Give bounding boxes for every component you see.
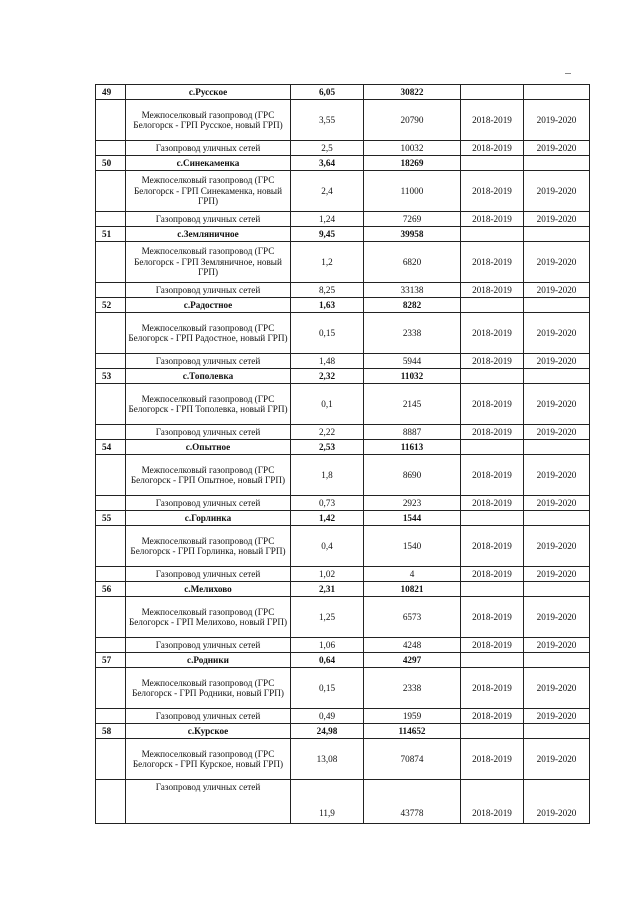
empty-number-cell <box>96 496 126 511</box>
design-period-cell: 2018-2019 <box>461 780 524 824</box>
design-period-cell: 2018-2019 <box>461 526 524 567</box>
design-period-cell: 2018-2019 <box>461 425 524 440</box>
design-period-cell: 2018-2019 <box>461 739 524 780</box>
street-network-length-cell: 1,48 <box>291 354 364 369</box>
empty-cell <box>461 298 524 313</box>
empty-number-cell <box>96 709 126 724</box>
street-network-cost-cell: 4 <box>364 567 461 582</box>
pipeline-cost-cell: 20790 <box>364 100 461 141</box>
inter-settlement-pipeline-row <box>96 597 590 638</box>
pipeline-cost-cell: 2338 <box>364 313 461 354</box>
row-number-cell: 56 <box>96 582 126 597</box>
row-number-cell: 50 <box>96 156 126 171</box>
total-cost-cell: 114652 <box>364 724 461 739</box>
pipeline-name-cell: Межпоселковый газопровод (ГРС Белогорск - ГРП Русское, новый ГРП) <box>126 100 291 141</box>
street-network-name-cell: Газопровод уличных сетей <box>126 709 291 724</box>
design-period-cell: 2018-2019 <box>461 212 524 227</box>
settlement-row <box>96 156 590 171</box>
empty-number-cell <box>96 212 126 227</box>
empty-cell <box>461 582 524 597</box>
street-network-row <box>96 283 590 298</box>
total-cost-cell: 1544 <box>364 511 461 526</box>
empty-number-cell <box>96 283 126 298</box>
pipeline-name-cell: Межпоселковый газопровод (ГРС Белогорск - ГРП Мелихово, новый ГРП) <box>126 597 291 638</box>
empty-number-cell <box>96 567 126 582</box>
settlement-name-cell: с.Русское <box>126 85 291 100</box>
table-body <box>96 85 590 824</box>
empty-cell <box>524 653 590 668</box>
empty-cell <box>524 440 590 455</box>
total-length-cell: 1,42 <box>291 511 364 526</box>
pipeline-name-cell: Межпоселковый газопровод (ГРС Белогорск - ГРП Родники, новый ГРП) <box>126 668 291 709</box>
design-period-cell: 2018-2019 <box>461 171 524 212</box>
construction-period-cell: 2019-2020 <box>524 242 590 283</box>
settlement-name-cell: с.Радостное <box>126 298 291 313</box>
construction-period-cell: 2019-2020 <box>524 668 590 709</box>
settlement-row <box>96 653 590 668</box>
street-network-row <box>96 496 590 511</box>
pipeline-cost-cell: 11000 <box>364 171 461 212</box>
street-network-length-cell: 0,49 <box>291 709 364 724</box>
empty-cell <box>524 369 590 384</box>
street-network-cost-cell: 5944 <box>364 354 461 369</box>
empty-cell <box>461 724 524 739</box>
street-network-cost-cell: 4248 <box>364 638 461 653</box>
settlement-name-cell: с.Родники <box>126 653 291 668</box>
empty-cell <box>524 724 590 739</box>
inter-settlement-pipeline-row <box>96 668 590 709</box>
pipeline-name-cell: Межпоселковый газопровод (ГРС Белогорск - ГРП Опытное, новый ГРП) <box>126 455 291 496</box>
street-network-cost-cell: 2923 <box>364 496 461 511</box>
settlement-row <box>96 369 590 384</box>
total-length-cell: 0,64 <box>291 653 364 668</box>
settlement-name-cell: с.Земляничное <box>126 227 291 242</box>
street-network-name-cell: Газопровод уличных сетей <box>126 567 291 582</box>
pipeline-name-cell: Межпоселковый газопровод (ГРС Белогорск - ГРП Горлинка, новый ГРП) <box>126 526 291 567</box>
total-cost-cell: 11613 <box>364 440 461 455</box>
construction-period-cell: 2019-2020 <box>524 638 590 653</box>
gas-pipeline-table <box>95 84 590 824</box>
settlement-row <box>96 511 590 526</box>
empty-number-cell <box>96 526 126 567</box>
pipeline-length-cell: 13,08 <box>291 739 364 780</box>
row-number-cell: 55 <box>96 511 126 526</box>
design-period-cell: 2018-2019 <box>461 638 524 653</box>
design-period-cell: 2018-2019 <box>461 100 524 141</box>
total-length-cell: 24,98 <box>291 724 364 739</box>
construction-period-cell: 2019-2020 <box>524 496 590 511</box>
pipeline-cost-cell: 1540 <box>364 526 461 567</box>
row-number-cell: 53 <box>96 369 126 384</box>
pipeline-cost-cell: 8690 <box>364 455 461 496</box>
settlement-row <box>96 298 590 313</box>
construction-period-cell: 2019-2020 <box>524 171 590 212</box>
settlement-row <box>96 227 590 242</box>
street-network-cost-cell: 43778 <box>364 780 461 824</box>
street-network-length-cell: 11,9 <box>291 780 364 824</box>
construction-period-cell: 2019-2020 <box>524 313 590 354</box>
total-cost-cell: 8282 <box>364 298 461 313</box>
empty-cell <box>461 85 524 100</box>
construction-period-cell: 2019-2020 <box>524 709 590 724</box>
scan-mark <box>565 73 571 74</box>
total-cost-cell: 4297 <box>364 653 461 668</box>
settlement-row <box>96 582 590 597</box>
inter-settlement-pipeline-row <box>96 313 590 354</box>
street-network-name-cell: Газопровод уличных сетей <box>126 354 291 369</box>
empty-number-cell <box>96 668 126 709</box>
construction-period-cell: 2019-2020 <box>524 100 590 141</box>
total-length-cell: 2,32 <box>291 369 364 384</box>
row-number-cell: 51 <box>96 227 126 242</box>
row-number-cell: 49 <box>96 85 126 100</box>
total-cost-cell: 18269 <box>364 156 461 171</box>
design-period-cell: 2018-2019 <box>461 283 524 298</box>
pipeline-name-cell: Межпоселковый газопровод (ГРС Белогорск - ГРП Тополевка, новый ГРП) <box>126 384 291 425</box>
total-cost-cell: 11032 <box>364 369 461 384</box>
empty-number-cell <box>96 455 126 496</box>
design-period-cell: 2018-2019 <box>461 313 524 354</box>
empty-cell <box>524 298 590 313</box>
street-network-length-cell: 0,73 <box>291 496 364 511</box>
construction-period-cell: 2019-2020 <box>524 739 590 780</box>
total-cost-cell: 10821 <box>364 582 461 597</box>
design-period-cell: 2018-2019 <box>461 597 524 638</box>
street-network-name-cell: Газопровод уличных сетей <box>126 141 291 156</box>
pipeline-length-cell: 1,8 <box>291 455 364 496</box>
empty-number-cell <box>96 313 126 354</box>
street-network-name-cell: Газопровод уличных сетей <box>126 496 291 511</box>
empty-number-cell <box>96 780 126 824</box>
empty-number-cell <box>96 354 126 369</box>
settlement-row <box>96 724 590 739</box>
construction-period-cell: 2019-2020 <box>524 597 590 638</box>
pipeline-length-cell: 2,4 <box>291 171 364 212</box>
empty-cell <box>461 440 524 455</box>
inter-settlement-pipeline-row <box>96 455 590 496</box>
design-period-cell: 2018-2019 <box>461 242 524 283</box>
construction-period-cell: 2019-2020 <box>524 425 590 440</box>
design-period-cell: 2018-2019 <box>461 567 524 582</box>
pipeline-cost-cell: 6820 <box>364 242 461 283</box>
design-period-cell: 2018-2019 <box>461 384 524 425</box>
pipeline-name-cell: Межпоселковый газопровод (ГРС Белогорск - ГРП Курское, новый ГРП) <box>126 739 291 780</box>
construction-period-cell: 2019-2020 <box>524 526 590 567</box>
design-period-cell: 2018-2019 <box>461 455 524 496</box>
street-network-length-cell: 2,5 <box>291 141 364 156</box>
design-period-cell: 2018-2019 <box>461 668 524 709</box>
empty-number-cell <box>96 597 126 638</box>
pipeline-name-cell: Межпоселковый газопровод (ГРС Белогорск - ГРП Радостное, новый ГРП) <box>126 313 291 354</box>
empty-cell <box>524 511 590 526</box>
construction-period-cell: 2019-2020 <box>524 567 590 582</box>
street-network-row <box>96 780 590 824</box>
empty-number-cell <box>96 242 126 283</box>
empty-number-cell <box>96 384 126 425</box>
street-network-name-cell: Газопровод уличных сетей <box>126 780 291 824</box>
pipeline-length-cell: 0,15 <box>291 668 364 709</box>
empty-number-cell <box>96 100 126 141</box>
street-network-row <box>96 354 590 369</box>
settlement-name-cell: с.Опытное <box>126 440 291 455</box>
construction-period-cell: 2019-2020 <box>524 780 590 824</box>
empty-number-cell <box>96 425 126 440</box>
pipeline-length-cell: 1,25 <box>291 597 364 638</box>
pipeline-cost-cell: 2145 <box>364 384 461 425</box>
inter-settlement-pipeline-row <box>96 100 590 141</box>
street-network-cost-cell: 7269 <box>364 212 461 227</box>
street-network-row <box>96 567 590 582</box>
construction-period-cell: 2019-2020 <box>524 212 590 227</box>
total-cost-cell: 30822 <box>364 85 461 100</box>
empty-number-cell <box>96 171 126 212</box>
inter-settlement-pipeline-row <box>96 171 590 212</box>
street-network-cost-cell: 33138 <box>364 283 461 298</box>
empty-cell <box>461 156 524 171</box>
construction-period-cell: 2019-2020 <box>524 455 590 496</box>
empty-cell <box>524 227 590 242</box>
street-network-row <box>96 638 590 653</box>
total-length-cell: 6,05 <box>291 85 364 100</box>
pipeline-cost-cell: 70874 <box>364 739 461 780</box>
row-number-cell: 57 <box>96 653 126 668</box>
street-network-name-cell: Газопровод уличных сетей <box>126 283 291 298</box>
inter-settlement-pipeline-row <box>96 242 590 283</box>
pipeline-length-cell: 3,55 <box>291 100 364 141</box>
total-length-cell: 2,31 <box>291 582 364 597</box>
design-period-cell: 2018-2019 <box>461 141 524 156</box>
street-network-length-cell: 1,24 <box>291 212 364 227</box>
empty-number-cell <box>96 638 126 653</box>
empty-cell <box>461 653 524 668</box>
street-network-length-cell: 2,22 <box>291 425 364 440</box>
design-period-cell: 2018-2019 <box>461 354 524 369</box>
street-network-length-cell: 1,06 <box>291 638 364 653</box>
total-length-cell: 1,63 <box>291 298 364 313</box>
street-network-length-cell: 8,25 <box>291 283 364 298</box>
construction-period-cell: 2019-2020 <box>524 141 590 156</box>
empty-number-cell <box>96 141 126 156</box>
street-network-cost-cell: 10032 <box>364 141 461 156</box>
inter-settlement-pipeline-row <box>96 526 590 567</box>
row-number-cell: 52 <box>96 298 126 313</box>
row-number-cell: 54 <box>96 440 126 455</box>
construction-period-cell: 2019-2020 <box>524 354 590 369</box>
pipeline-length-cell: 1,2 <box>291 242 364 283</box>
settlement-name-cell: с.Мелихово <box>126 582 291 597</box>
construction-period-cell: 2019-2020 <box>524 283 590 298</box>
street-network-row <box>96 425 590 440</box>
empty-cell <box>524 582 590 597</box>
empty-cell <box>461 227 524 242</box>
empty-cell <box>461 369 524 384</box>
pipeline-cost-cell: 2338 <box>364 668 461 709</box>
row-number-cell: 58 <box>96 724 126 739</box>
settlement-name-cell: с.Тополевка <box>126 369 291 384</box>
total-length-cell: 2,53 <box>291 440 364 455</box>
pipeline-length-cell: 0,4 <box>291 526 364 567</box>
pipeline-name-cell: Межпоселковый газопровод (ГРС Белогорск - ГРП Земляничное, новый ГРП) <box>126 242 291 283</box>
street-network-row <box>96 709 590 724</box>
empty-number-cell <box>96 739 126 780</box>
street-network-name-cell: Газопровод уличных сетей <box>126 212 291 227</box>
empty-cell <box>524 85 590 100</box>
inter-settlement-pipeline-row <box>96 384 590 425</box>
street-network-cost-cell: 1959 <box>364 709 461 724</box>
street-network-row <box>96 141 590 156</box>
street-network-row <box>96 212 590 227</box>
construction-period-cell: 2019-2020 <box>524 384 590 425</box>
empty-cell <box>461 511 524 526</box>
pipeline-length-cell: 0,15 <box>291 313 364 354</box>
total-length-cell: 3,64 <box>291 156 364 171</box>
street-network-cost-cell: 8887 <box>364 425 461 440</box>
pipeline-length-cell: 0,1 <box>291 384 364 425</box>
empty-cell <box>524 156 590 171</box>
pipeline-name-cell: Межпоселковый газопровод (ГРС Белогорск - ГРП Синекаменка, новый ГРП) <box>126 171 291 212</box>
street-network-name-cell: Газопровод уличных сетей <box>126 425 291 440</box>
settlement-name-cell: с.Курское <box>126 724 291 739</box>
street-network-name-cell: Газопровод уличных сетей <box>126 638 291 653</box>
design-period-cell: 2018-2019 <box>461 496 524 511</box>
total-cost-cell: 39958 <box>364 227 461 242</box>
settlement-row <box>96 85 590 100</box>
street-network-length-cell: 1,02 <box>291 567 364 582</box>
settlement-name-cell: с.Синекаменка <box>126 156 291 171</box>
inter-settlement-pipeline-row <box>96 739 590 780</box>
pipeline-cost-cell: 6573 <box>364 597 461 638</box>
total-length-cell: 9,45 <box>291 227 364 242</box>
design-period-cell: 2018-2019 <box>461 709 524 724</box>
settlement-row <box>96 440 590 455</box>
settlement-name-cell: с.Горлинка <box>126 511 291 526</box>
